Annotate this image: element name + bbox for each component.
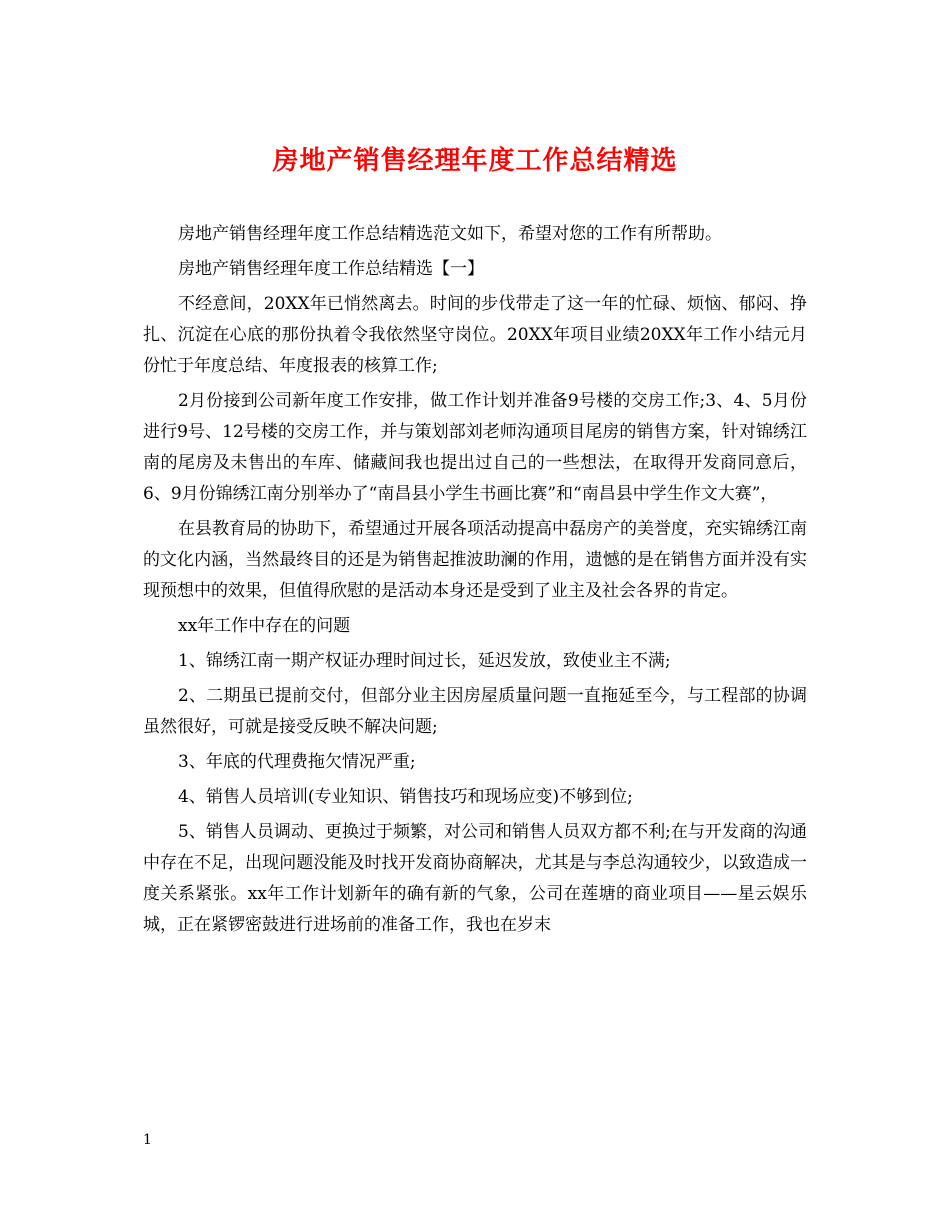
paragraph-intro: 房地产销售经理年度工作总结精选范文如下，希望对您的工作有所帮助。 [178,224,722,244]
list-item: 1、锦绣江南一期产权证办理时间过长，延迟发放，致使业主不满; [178,651,671,671]
list-item: 2、二期虽已提前交付，但部分业主因房屋质量问题一直拖延至今，与工程部的协调虽然很好，可就是接受反映不解决问题; [143,686,807,737]
paragraph: 2月份接到公司新年度工作安排，做工作计划并准备9号楼的交房工作;3、4、5月份进行9号、12号楼的交房工作，并与策划部刘老师沟通项目尾房的销售方案，针对锦绣江南的尾房及未售出的车库、储藏间我也提出过自己的一些想法，在取得开发商同意后，6、9月份锦绣江南分别举办了“南昌县小学生书画比赛”和“南昌县中学生作文大赛”， [143,391,807,504]
paragraph: 在县教育局的协助下，希望通过开展各项活动提高中磊房产的美誉度，充实锦绣江南的文化内涵，当然最终目的还是为销售起推波助澜的作用，遗憾的是在销售方面并没有实现预想中的效果，但值得欣慰的是活动本身还是受到了业主及社会各界的肯定。 [143,519,807,601]
list-item: 4、销售人员培训(专业知识、销售技巧和现场应变)不够到位; [178,787,633,807]
list-item: 5、销售人员调动、更换过于频繁，对公司和销售人员双方都不利;在与开发商的沟通中存在不足，出现问题没能及时找开发商协商解决，尤其是与李总沟通较少，以致造成一度关系紧张。xx年工作计划新年的确有新的气象，公司在莲塘的商业项目——星云娱乐城，正在紧锣密鼓进行进场前的准备工作，我也在岁末 [143,822,807,935]
paragraph-section-heading: 房地产销售经理年度工作总结精选【一】 [178,259,484,279]
list-item: 3、年底的代理费拖欠情况严重; [178,752,416,772]
page-number: 1 [143,1132,152,1148]
document-title: 房地产销售经理年度工作总结精选 [272,146,678,176]
paragraph-problems-heading: xx年工作中存在的问题 [178,616,351,636]
paragraph: 不经意间，20XX年已悄然离去。时间的步伐带走了这一年的忙碌、烦恼、郁闷、挣扎、沉淀在心底的那份执着令我依然坚守岗位。20XX年项目业绩20XX年工作小结元月份忙于年度总结、年度报表的核算工作; [143,294,807,376]
document-body [143,219,807,945]
